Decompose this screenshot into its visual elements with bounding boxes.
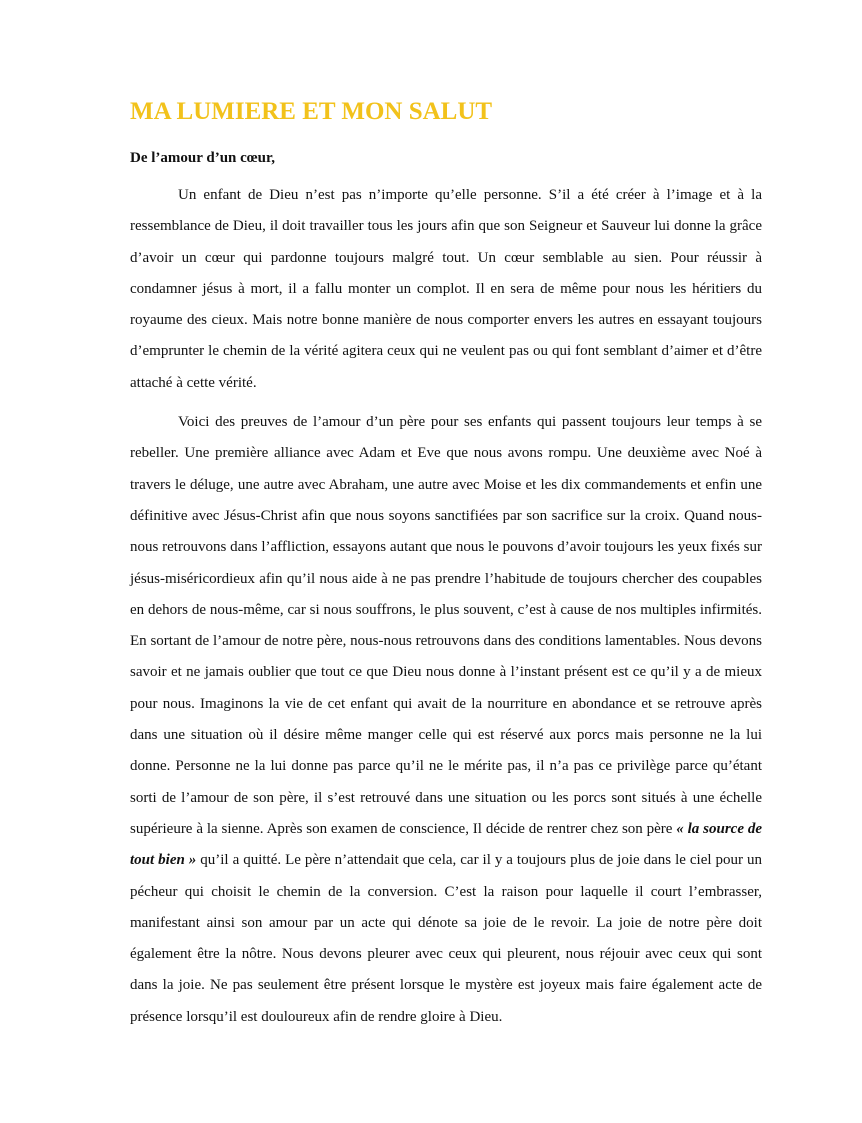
document-subtitle: De l’amour d’un cœur, — [130, 150, 276, 166]
document-title: MA LUMIERE ET MON SALUT — [130, 98, 493, 125]
paragraph-2-part-2: qu’il a quitté. Le père n’attendait que cela, car il y a toujours plus de joie dans le ciel pour un pécheur qui choisit le chemin de la conversion. C’est la raison pour laquelle il court l’embrasser, manifestant ainsi son amour par un acte qui dénote sa joie de le revoir. La joie de notre père doit également être la nôtre. Nous devons pleurer avec ceux qui pleurent, nous réjouir avec ceux qui sont dans la joie. Ne pas seulement être présent lorsque le mystère est joyeux mais faire également acte de présence lorsqu’il est douloureux afin de rendre gloire à Dieu. — [130, 852, 762, 1025]
document-page — [130, 96, 762, 1041]
paragraph-2 — [130, 407, 762, 1033]
emphasized-quote: « la source de tout bien » — [130, 820, 762, 869]
paragraph-2-part-1: Voici des preuves de l’amour d’un père pour ses enfants qui passent toujours leur temps à se rebeller. Une première alliance avec Adam et Eve que nous avons rompu. Une deuxième avec Noé à travers le déluge, une autre avec Abraham, une autre avec Moise et les dix commandements et enfin une définitive avec Jésus-Christ afin que nous soyons sanctifiées par son sacrifice sur la croix. Quand nous-nous retrouvons dans l’affliction, essayons autant que nous le pouvons d’avoir toujours les yeux fixés sur jésus-miséricordieux afin qu’il nous aide à ne pas prendre l’habitude de toujours chercher des coupables en dehors de nous-même, car si nous souffrons, le plus souvent, c’est à cause de nos multiples infirmités. En sortant de l’amour de notre père, nous-nous retrouvons dans des conditions lamentables. Nous devons savoir et ne jamais oublier que tout ce que Dieu nous donne à l’instant présent est ce qu’il y a de mieux pour nous. Imaginons la vie de cet enfant qui avait de la nourriture en abondance et se retrouve après dans une situation où il désire même manger celle qui est réservé aux porcs mais personne ne la lui donne. Personne ne la lui donne pas parce qu’il ne le mérite pas, il n’a pas ce privilège parce qu’étant sorti de l’amour de son père, il s’est retrouvé dans une situation ou les porcs sont situés à une échelle supérieure à la sienne. Après son examen de conscience, Il décide de rentrer chez son père — [130, 414, 762, 837]
paragraph-1: Un enfant de Dieu n’est pas n’importe qu’elle personne. S’il a été créer à l’image et à la ressemblance de Dieu, il doit travailler tous les jours afin que son Seigneur et Sauveur lui donne la grâce d’avoir un cœur qui pardonne toujours malgré tout. Un cœur semblable au sien. Pour réussir à condamner jésus à mort, il a fallu monter un complot. Il en sera de même pour nous les héritiers du royaume des cieux. Mais notre bonne manière de nous comporter envers les autres en essayant toujours d’emprunter le chemin de la vérité agitera ceux qui ne veulent pas ou qui font semblant d’aimer et d’être attaché à cette vérité. — [130, 187, 762, 391]
